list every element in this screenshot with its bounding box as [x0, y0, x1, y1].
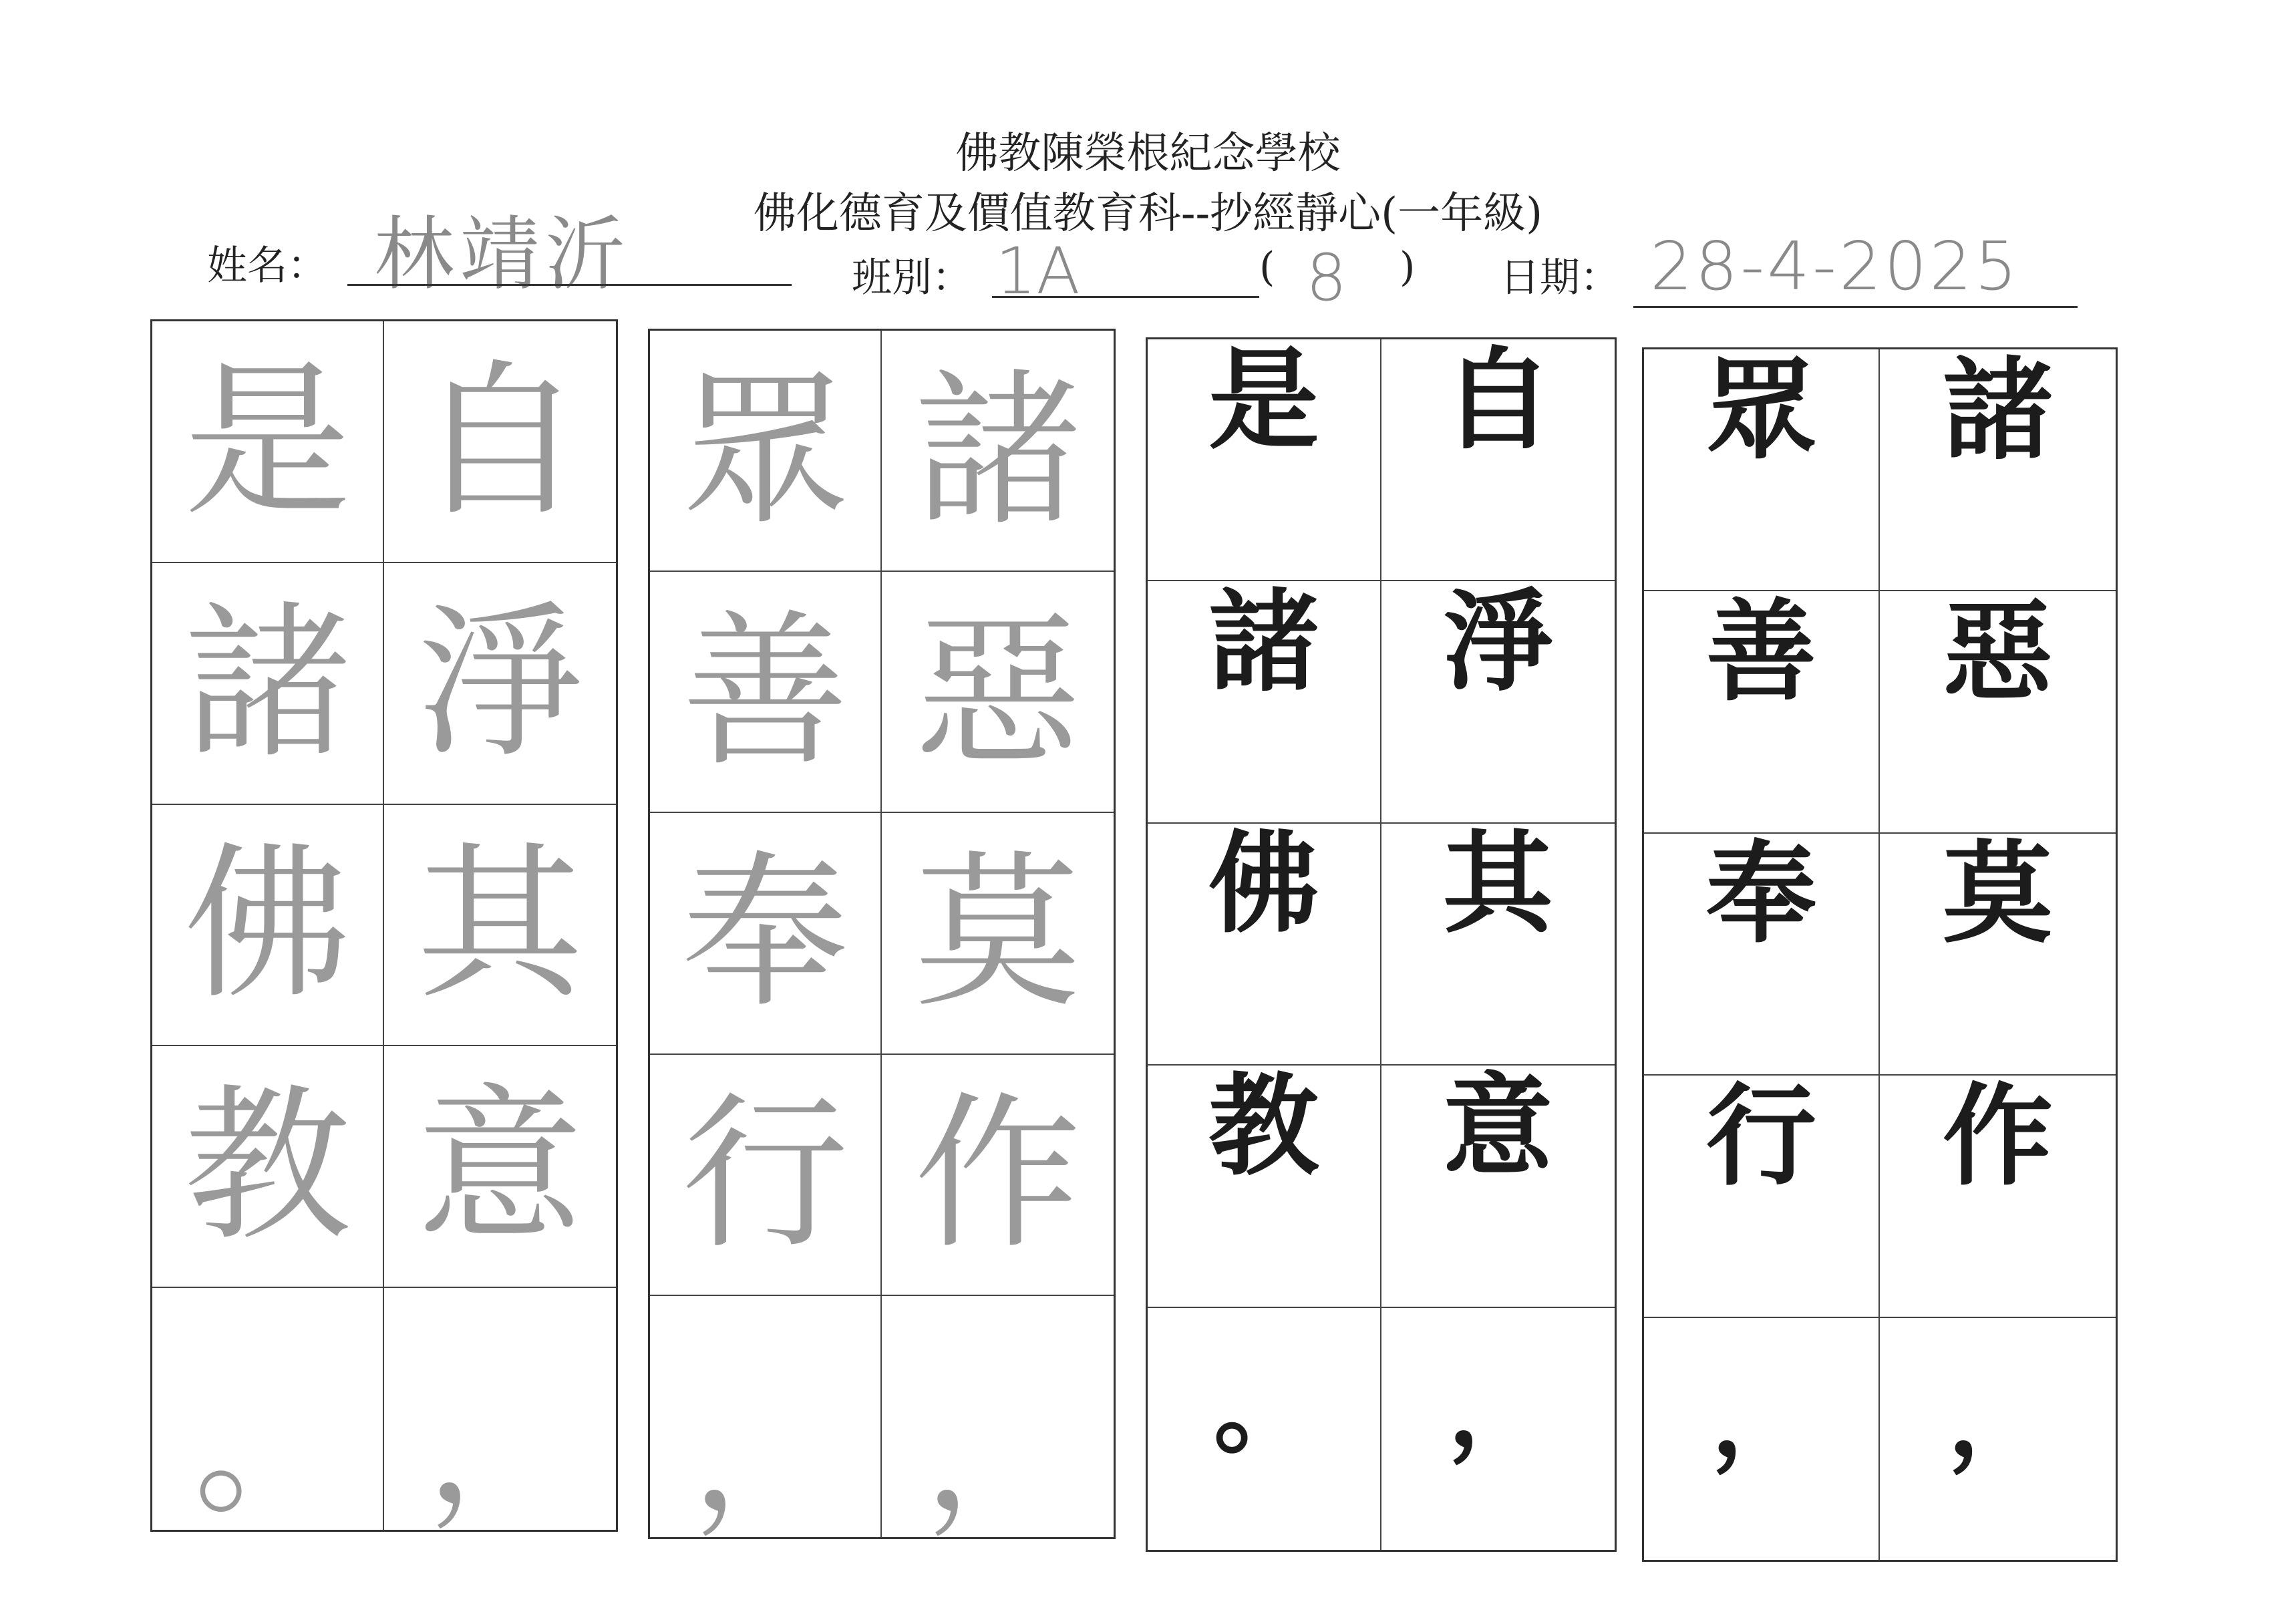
model-cell: 諸 — [1148, 581, 1381, 823]
copy-cell[interactable]: 行 — [650, 1055, 882, 1296]
class-value[interactable]: 1A — [995, 234, 1080, 309]
model-cell: 行 — [1644, 1076, 1880, 1317]
model-grid-2 — [1642, 344, 2118, 1562]
copy-cell[interactable]: 眾 — [650, 331, 882, 572]
copy-grid-1 — [150, 319, 618, 1535]
date-underline — [1633, 306, 2078, 308]
model-cell: 。 — [1148, 1308, 1381, 1550]
copy-grid-2 — [648, 329, 1116, 1542]
copy-cell[interactable]: 善 — [650, 572, 882, 813]
model-cell: 淨 — [1381, 581, 1615, 823]
number-open-paren: ( — [1259, 244, 1275, 291]
date-value[interactable]: 28-4-2025 — [1650, 227, 2020, 305]
model-cell: 意 — [1381, 1066, 1615, 1307]
copy-cell[interactable]: 莫 — [882, 813, 1114, 1054]
class-number-value[interactable]: 8 — [1306, 240, 1347, 315]
model-cell: 其 — [1381, 824, 1615, 1066]
date-label: 日期： — [1500, 255, 1620, 301]
copy-cell[interactable]: 諸 — [882, 331, 1114, 572]
copy-cell[interactable]: 淨 — [384, 563, 616, 805]
model-cell: ， — [1448, 1349, 1548, 1468]
copy-cell[interactable]: 諸 — [152, 563, 384, 805]
copy-cell[interactable]: 是 — [152, 321, 384, 563]
name-underline — [347, 284, 792, 286]
name-label: 姓名： — [207, 242, 327, 289]
model-cell: 莫 — [1880, 834, 2116, 1076]
copy-cell[interactable]: 其 — [384, 805, 616, 1047]
model-cell: 善 — [1644, 591, 1880, 833]
model-cell: 諸 — [1880, 349, 2116, 591]
copy-cell[interactable]: 教 — [152, 1046, 384, 1288]
copy-cell[interactable]: ， — [426, 1363, 574, 1535]
model-cell: 自 — [1381, 339, 1615, 581]
model-cell: ， — [1947, 1359, 2048, 1478]
model-grid-1 — [1146, 334, 1617, 1552]
copy-cell[interactable]: 惡 — [882, 572, 1114, 813]
model-cell: 作 — [1880, 1076, 2116, 1317]
school-name: 佛教陳榮根紀念學校 — [955, 129, 1341, 178]
copy-cell[interactable]: ， — [924, 1371, 1072, 1542]
model-cell: 惡 — [1880, 591, 2116, 833]
model-cell: 是 — [1148, 339, 1381, 581]
model-cell: 佛 — [1148, 824, 1381, 1066]
worksheet-subject: 佛化德育及價值教育科--抄經靜心(一年級) — [753, 189, 1543, 238]
copy-cell[interactable]: 作 — [882, 1055, 1114, 1296]
number-close-paren: ) — [1400, 244, 1416, 291]
model-cell: 奉 — [1644, 834, 1880, 1076]
class-underline — [992, 296, 1259, 298]
name-value[interactable]: 林靖沂 — [374, 208, 631, 301]
copy-cell[interactable]: ， — [650, 1296, 882, 1537]
class-label: 班別： — [852, 255, 972, 301]
copy-cell[interactable]: 自 — [384, 321, 616, 563]
model-cell: 眾 — [1644, 349, 1880, 591]
copy-cell[interactable]: 。 — [152, 1288, 384, 1530]
model-cell: 教 — [1148, 1066, 1381, 1307]
copy-cell[interactable]: 佛 — [152, 805, 384, 1047]
copy-cell[interactable]: 奉 — [650, 813, 882, 1054]
model-cell: ， — [1644, 1318, 1880, 1560]
copy-cell[interactable]: 意 — [384, 1046, 616, 1288]
